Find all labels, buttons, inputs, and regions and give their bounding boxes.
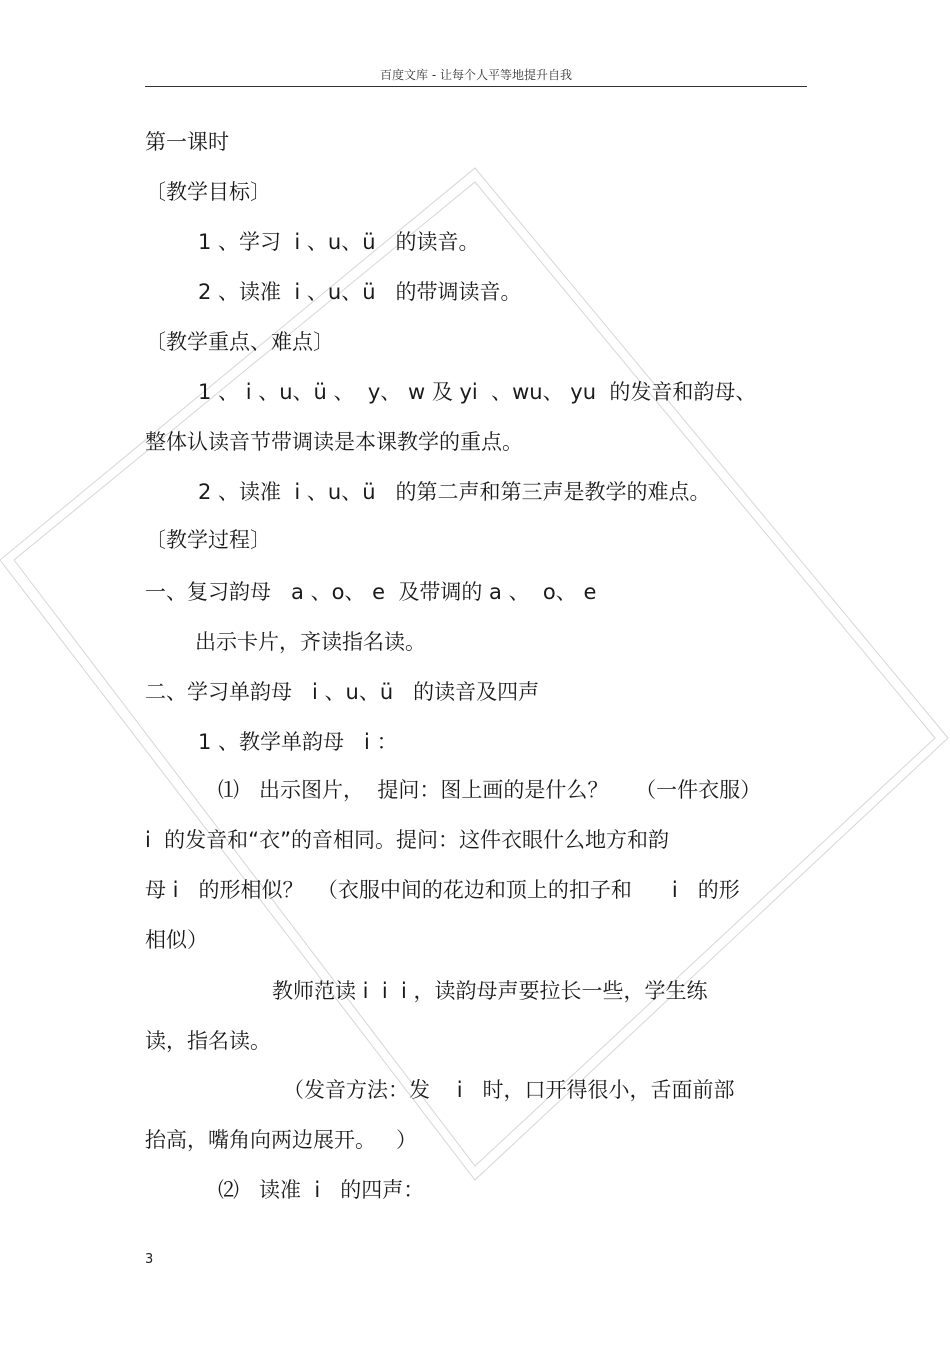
key-point-2: 2 、读准 i 、u、ü 的第二声和第三声是教学的难点。 [198, 480, 711, 504]
watermark-diamond-outer [0, 168, 948, 1180]
page-header: 百度文库 - 让每个人平等地提升自我 [380, 68, 572, 82]
teacher-reading: 教师范读 i i i ，读韵母声要拉长一些，学生练 [272, 979, 708, 1003]
section-heading-process: 〔教学过程〕 [145, 528, 271, 552]
pronunciation-method: （发音方法：发 i 时，口开得很小，舌面前部 [283, 1078, 735, 1102]
goal-item-2: 2 、读准 i 、u、ü 的带调读音。 [198, 280, 522, 304]
process-step-2-sub-1: 1 、教学单韵母 i ： [198, 730, 398, 754]
header-divider [145, 86, 807, 87]
process-step-1: 一、复习韵母 a 、o、 e 及带调的 a 、 o、 e [145, 580, 597, 604]
sub-step-1-text-c: 相似） [145, 928, 208, 952]
pronunciation-method-continued: 抬高，嘴角向两边展开。 ） [145, 1128, 418, 1152]
process-step-1-detail: 出示卡片，齐读指名读。 [195, 630, 426, 654]
goal-item-1: 1 、学习 i 、u、ü 的读音。 [198, 230, 480, 254]
process-step-2: 二、学习单韵母 i 、u、ü 的读音及四声 [145, 680, 540, 704]
page-number: 3 [145, 1252, 154, 1267]
sub-step-1-text-b: 母 i 的形相似？ （衣服中间的花边和顶上的扣子和 i 的形 [145, 878, 740, 902]
sub-step-1-text-a: i 的发音和“衣”的音相同。提问：这件衣眼什么地方和韵 [145, 828, 669, 852]
key-point-1: 1 、 i 、u、ü 、 y、 w 及 yi 、wu、 yu 的发音和韵母、 [198, 380, 757, 404]
sub-step-1-question: ⑴ 出示图片， 提问：图上画的是什么？ （一件衣服） [218, 778, 762, 802]
section-heading-goals: 〔教学目标〕 [145, 180, 271, 204]
section-heading-key-points: 〔教学重点、难点〕 [145, 330, 334, 354]
sub-step-2: ⑵ 读准 i 的四声： [218, 1178, 425, 1202]
teacher-reading-continued: 读，指名读。 [145, 1029, 271, 1053]
key-point-1-continued: 整体认读音节带调读是本课教学的重点。 [145, 430, 523, 454]
lesson-title: 第一课时 [145, 130, 229, 154]
